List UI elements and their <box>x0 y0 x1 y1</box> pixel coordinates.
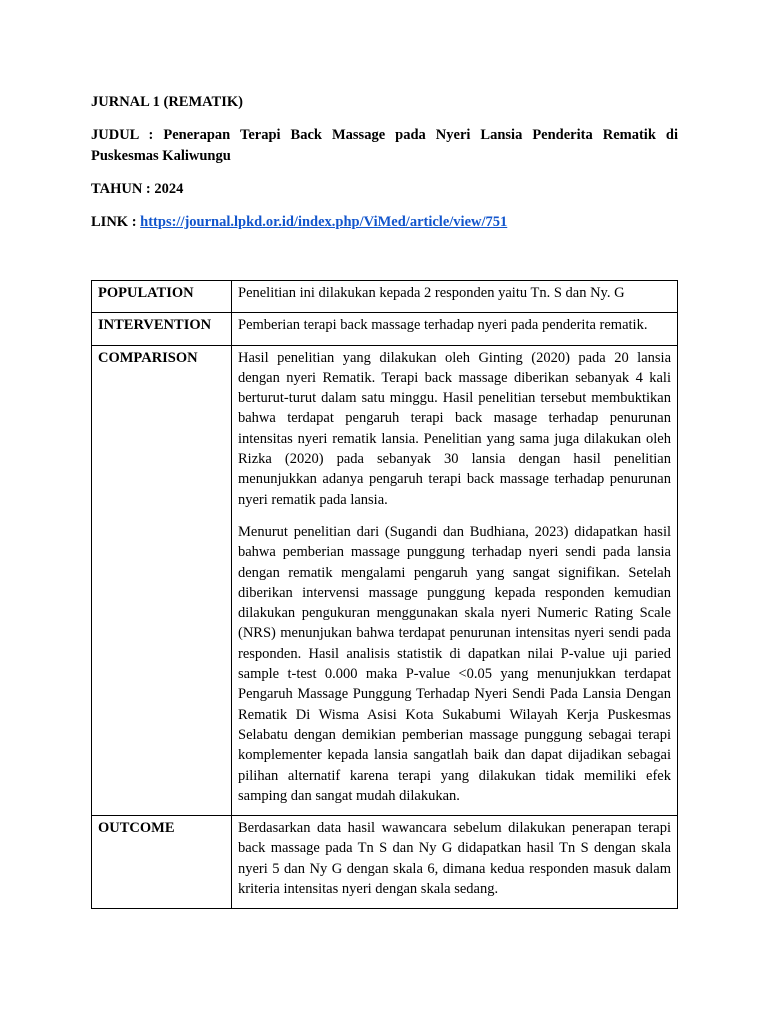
row-value-intervention <box>232 313 678 345</box>
row-key-outcome: OUTCOME <box>92 816 232 909</box>
table-row-outcome <box>92 816 678 909</box>
journal-link[interactable]: https://journal.lpkd.or.id/index.php/ViMed/article/view/751 <box>140 214 508 230</box>
table-row-comparison <box>92 345 678 816</box>
paragraph: Menurut penelitian dari (Sugandi dan Budhiana, 2023) didapatkan hasil bahwa pemberian massage punggung terhadap nyeri sendi pada lansia dengan rematik mengalami pengaruh yang sangat signifikan. Setelah diberikan intervensi massage punggung kepada responden kemudian dilakukan pengukuran menggunakan skala nyeri Numeric Rating Scale (NRS) menunjukan bahwa terdapat penurunan intensitas nyeri sendi pada responden. Hasil analisis statistik di dapatkan nilai P-value uji paried sample t-test 0.000 maka P-value <0.05 yang menunjukkan terdapat Pengaruh Massage Punggung Terhadap Nyeri Sendi Pada Lansia Dengan Rematik Di Wisma Asisi Kota Sukabumi Wilayah Kerja Puskesmas Selabatu dengan demikian pemberian massage punggung sebagai terapi komplementer kepada lansia sangatlah baik dan dapat dijadikan sebagai pilihan alternatif karena terapi yang dilakukan tidak memiliki efek samping dan sangat mudah dilakukan. <box>238 523 671 804</box>
document-page <box>91 92 678 898</box>
paragraph: Berdasarkan data hasil wawancara sebelum dilakukan penerapan terapi back massage pada Tn S dan Ny G didapatkan hasil Tn S dengan skala nyeri 5 dan Ny G dengan skala 6, dimana kedua responden masuk dalam kriteria intensitas nyeri dengan skala sedang. <box>238 820 671 898</box>
row-key-intervention: INTERVENTION <box>92 313 232 345</box>
row-key-population: POPULATION <box>92 281 232 313</box>
journal-year: TAHUN : 2024 <box>91 181 184 197</box>
row-value-comparison <box>232 345 678 816</box>
paragraph: Pemberian terapi back massage terhadap nyeri pada penderita rematik. <box>238 317 648 334</box>
journal-title: JUDUL : Penerapan Terapi Back Massage pada Nyeri Lansia Penderita Rematik di Puskesmas Kaliwungu <box>91 127 678 164</box>
row-value-outcome <box>232 816 678 909</box>
row-value-population <box>232 281 678 313</box>
table-row-intervention <box>92 313 678 345</box>
pico-table <box>91 280 678 909</box>
link-label: LINK : <box>91 214 141 230</box>
row-key-comparison: COMPARISON <box>92 345 232 816</box>
paragraph: Penelitian ini dilakukan kepada 2 responden yaitu Tn. S dan Ny. G <box>238 285 625 301</box>
journal-link-line <box>91 212 678 233</box>
journal-heading: JURNAL 1 (REMATIK) <box>91 94 243 110</box>
table-row-population <box>92 281 678 313</box>
paragraph: Hasil penelitian yang dilakukan oleh Ginting (2020) pada 20 lansia dengan nyeri Rematik. Terapi back massage diberikan sebanyak 4 kali berturut-turut dalam satu minggu. Hasil penelitian tersebut membuktikan bahwa terdapat pengaruh terapi back masage terhadap penurunan intensitas nyeri rematik lansia. Penelitian yang sama juga dilakukan oleh Rizka (2020) pada sebanyak 30 lansia dengan hasil penelitian menunjukkan adanya pengaruh terapi back massage terhadap penurunan nyeri rematik pada lansia. <box>238 349 671 508</box>
